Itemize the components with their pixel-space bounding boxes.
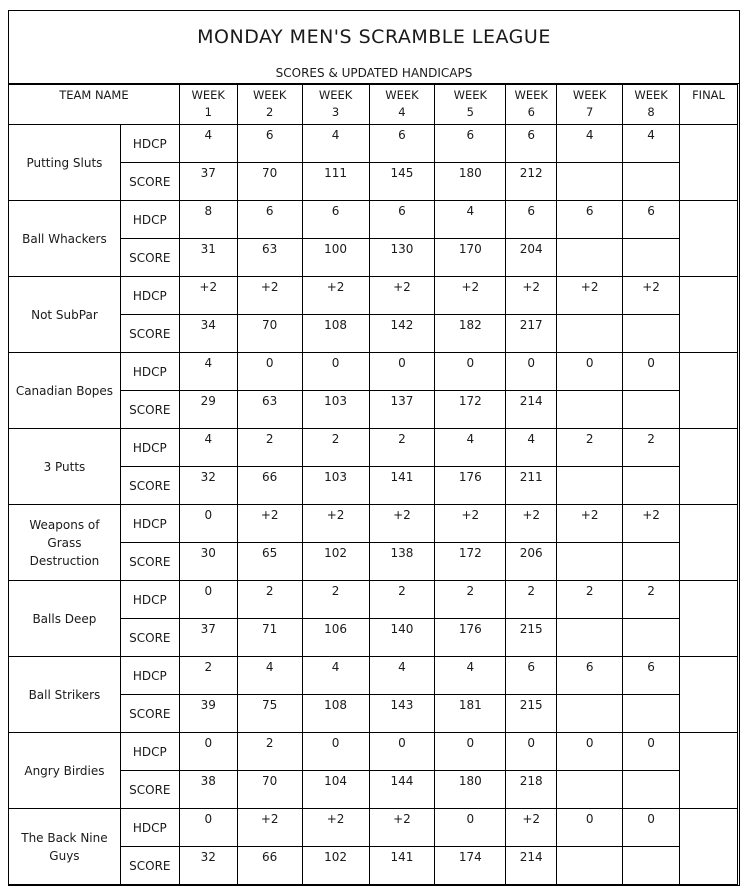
hdcp-week-2: +2 xyxy=(237,505,302,543)
score-week-8 xyxy=(623,847,680,885)
hdcp-week-4: +2 xyxy=(369,809,435,847)
team-rows xyxy=(9,125,738,885)
score-week-7 xyxy=(557,847,623,885)
header-row xyxy=(9,85,738,125)
score-week-5: 180 xyxy=(435,163,506,201)
table-row xyxy=(9,201,738,239)
hdcp-week-2: 2 xyxy=(237,429,302,467)
team-name: Canadian Bopes xyxy=(9,353,121,429)
score-week-5: 182 xyxy=(435,315,506,353)
score-week-8 xyxy=(623,543,680,581)
score-week-3: 102 xyxy=(302,847,369,885)
score-week-6: 217 xyxy=(506,315,557,353)
hdcp-week-8: 0 xyxy=(623,733,680,771)
hdcp-week-6: 6 xyxy=(506,657,557,695)
score-label: SCORE xyxy=(120,315,179,353)
score-week-2: 66 xyxy=(237,467,302,505)
hdcp-week-8: 6 xyxy=(623,201,680,239)
hdcp-week-8: 2 xyxy=(623,429,680,467)
hdcp-week-7: +2 xyxy=(557,505,623,543)
hdcp-week-6: +2 xyxy=(506,277,557,315)
score-week-2: 65 xyxy=(237,543,302,581)
final-cell xyxy=(680,809,738,885)
hdcp-week-3: 4 xyxy=(302,657,369,695)
team-name-header: TEAM NAME xyxy=(9,85,180,125)
score-week-5: 181 xyxy=(435,695,506,733)
hdcp-week-5: 4 xyxy=(435,429,506,467)
score-week-7 xyxy=(557,619,623,657)
hdcp-week-7: 0 xyxy=(557,809,623,847)
score-week-3: 102 xyxy=(302,543,369,581)
score-week-8 xyxy=(623,619,680,657)
score-label: SCORE xyxy=(120,619,179,657)
final-cell xyxy=(680,657,738,733)
score-week-6: 215 xyxy=(506,619,557,657)
score-week-7 xyxy=(557,239,623,277)
hdcp-week-1: 4 xyxy=(179,353,237,391)
hdcp-label: HDCP xyxy=(120,809,179,847)
score-week-2: 63 xyxy=(237,391,302,429)
week-1-header: WEEK 1 xyxy=(179,85,237,125)
score-week-8 xyxy=(623,771,680,809)
final-cell xyxy=(680,581,738,657)
final-header: FINAL xyxy=(680,85,738,125)
final-cell xyxy=(680,429,738,505)
score-week-8 xyxy=(623,315,680,353)
hdcp-week-2: 0 xyxy=(237,353,302,391)
score-week-7 xyxy=(557,315,623,353)
score-week-7 xyxy=(557,695,623,733)
score-week-4: 143 xyxy=(369,695,435,733)
table-row xyxy=(9,277,738,315)
score-week-6: 215 xyxy=(506,695,557,733)
hdcp-week-3: 0 xyxy=(302,733,369,771)
score-week-5: 176 xyxy=(435,467,506,505)
score-week-3: 104 xyxy=(302,771,369,809)
hdcp-week-1: 0 xyxy=(179,733,237,771)
score-week-7 xyxy=(557,771,623,809)
score-week-2: 70 xyxy=(237,315,302,353)
hdcp-week-6: 2 xyxy=(506,581,557,619)
hdcp-week-2: 2 xyxy=(237,581,302,619)
league-table xyxy=(8,84,738,885)
score-label: SCORE xyxy=(120,771,179,809)
score-week-3: 111 xyxy=(302,163,369,201)
hdcp-week-3: 6 xyxy=(302,201,369,239)
hdcp-label: HDCP xyxy=(120,505,179,543)
table-row xyxy=(9,581,738,619)
hdcp-week-8: 2 xyxy=(623,581,680,619)
table-row xyxy=(9,125,738,163)
score-week-2: 75 xyxy=(237,695,302,733)
score-week-3: 108 xyxy=(302,695,369,733)
week-6-header: WEEK 6 xyxy=(506,85,557,125)
score-week-2: 71 xyxy=(237,619,302,657)
team-name: Angry Birdies xyxy=(9,733,121,809)
score-week-5: 180 xyxy=(435,771,506,809)
team-name: Not SubPar xyxy=(9,277,121,353)
hdcp-week-1: 4 xyxy=(179,125,237,163)
hdcp-week-4: 6 xyxy=(369,125,435,163)
hdcp-week-3: +2 xyxy=(302,809,369,847)
week-8-header: WEEK 8 xyxy=(623,85,680,125)
score-week-8 xyxy=(623,239,680,277)
score-label: SCORE xyxy=(120,847,179,885)
hdcp-week-2: 2 xyxy=(237,733,302,771)
score-label: SCORE xyxy=(120,543,179,581)
hdcp-week-6: 6 xyxy=(506,125,557,163)
score-label: SCORE xyxy=(120,695,179,733)
score-week-5: 176 xyxy=(435,619,506,657)
score-week-8 xyxy=(623,163,680,201)
score-week-3: 106 xyxy=(302,619,369,657)
score-week-6: 214 xyxy=(506,847,557,885)
hdcp-week-3: 4 xyxy=(302,125,369,163)
hdcp-week-1: 8 xyxy=(179,201,237,239)
hdcp-label: HDCP xyxy=(120,125,179,163)
score-week-8 xyxy=(623,391,680,429)
table-row xyxy=(9,809,738,847)
hdcp-week-2: +2 xyxy=(237,277,302,315)
score-week-4: 140 xyxy=(369,619,435,657)
hdcp-week-6: 0 xyxy=(506,353,557,391)
hdcp-week-6: +2 xyxy=(506,809,557,847)
hdcp-week-1: 4 xyxy=(179,429,237,467)
score-week-3: 100 xyxy=(302,239,369,277)
hdcp-week-2: 6 xyxy=(237,201,302,239)
hdcp-week-6: +2 xyxy=(506,505,557,543)
score-week-6: 214 xyxy=(506,391,557,429)
hdcp-week-3: 2 xyxy=(302,429,369,467)
hdcp-label: HDCP xyxy=(120,429,179,467)
hdcp-week-4: 4 xyxy=(369,657,435,695)
hdcp-label: HDCP xyxy=(120,581,179,619)
hdcp-week-8: +2 xyxy=(623,277,680,315)
score-week-5: 170 xyxy=(435,239,506,277)
final-cell xyxy=(680,277,738,353)
hdcp-week-6: 4 xyxy=(506,429,557,467)
score-week-7 xyxy=(557,543,623,581)
score-week-1: 31 xyxy=(179,239,237,277)
hdcp-week-2: 6 xyxy=(237,125,302,163)
final-cell xyxy=(680,733,738,809)
final-cell xyxy=(680,125,738,201)
hdcp-week-8: 0 xyxy=(623,353,680,391)
hdcp-week-1: 0 xyxy=(179,505,237,543)
hdcp-week-5: 6 xyxy=(435,125,506,163)
hdcp-week-4: 2 xyxy=(369,429,435,467)
score-label: SCORE xyxy=(120,239,179,277)
scoresheet xyxy=(8,10,740,886)
hdcp-week-3: 2 xyxy=(302,581,369,619)
hdcp-week-3: 0 xyxy=(302,353,369,391)
hdcp-label: HDCP xyxy=(120,201,179,239)
page-title: MONDAY MEN'S SCRAMBLE LEAGUE xyxy=(197,26,551,48)
hdcp-week-5: 0 xyxy=(435,809,506,847)
hdcp-week-1: +2 xyxy=(179,277,237,315)
hdcp-week-7: 0 xyxy=(557,353,623,391)
hdcp-week-7: 4 xyxy=(557,125,623,163)
table-row xyxy=(9,353,738,391)
score-week-4: 141 xyxy=(369,847,435,885)
final-cell xyxy=(680,201,738,277)
hdcp-week-1: 0 xyxy=(179,581,237,619)
team-name: Weapons of Grass Destruction xyxy=(9,505,121,581)
hdcp-week-7: 6 xyxy=(557,657,623,695)
score-week-6: 206 xyxy=(506,543,557,581)
score-week-4: 130 xyxy=(369,239,435,277)
score-week-2: 70 xyxy=(237,771,302,809)
hdcp-week-4: 0 xyxy=(369,733,435,771)
hdcp-week-8: 6 xyxy=(623,657,680,695)
team-name: Ball Whackers xyxy=(9,201,121,277)
score-label: SCORE xyxy=(120,163,179,201)
hdcp-week-8: 4 xyxy=(623,125,680,163)
score-week-1: 32 xyxy=(179,467,237,505)
score-week-8 xyxy=(623,467,680,505)
score-week-6: 218 xyxy=(506,771,557,809)
hdcp-week-5: 0 xyxy=(435,353,506,391)
team-name: Balls Deep xyxy=(9,581,121,657)
hdcp-week-5: 2 xyxy=(435,581,506,619)
hdcp-week-1: 0 xyxy=(179,809,237,847)
score-week-3: 103 xyxy=(302,391,369,429)
hdcp-week-8: +2 xyxy=(623,505,680,543)
hdcp-label: HDCP xyxy=(120,733,179,771)
score-label: SCORE xyxy=(120,391,179,429)
score-week-4: 137 xyxy=(369,391,435,429)
hdcp-week-4: +2 xyxy=(369,505,435,543)
hdcp-week-7: 2 xyxy=(557,429,623,467)
hdcp-week-4: 2 xyxy=(369,581,435,619)
final-cell xyxy=(680,505,738,581)
hdcp-week-4: 6 xyxy=(369,201,435,239)
hdcp-week-6: 6 xyxy=(506,201,557,239)
hdcp-week-5: 4 xyxy=(435,657,506,695)
score-week-1: 37 xyxy=(179,163,237,201)
team-name: Putting Sluts xyxy=(9,125,121,201)
score-week-5: 174 xyxy=(435,847,506,885)
score-week-6: 212 xyxy=(506,163,557,201)
score-week-7 xyxy=(557,163,623,201)
week-5-header: WEEK 5 xyxy=(435,85,506,125)
hdcp-week-3: +2 xyxy=(302,277,369,315)
score-week-7 xyxy=(557,467,623,505)
hdcp-week-5: 4 xyxy=(435,201,506,239)
score-week-1: 30 xyxy=(179,543,237,581)
hdcp-week-5: 0 xyxy=(435,733,506,771)
table-row xyxy=(9,733,738,771)
hdcp-week-5: +2 xyxy=(435,277,506,315)
score-week-8 xyxy=(623,695,680,733)
score-week-4: 142 xyxy=(369,315,435,353)
table-row xyxy=(9,429,738,467)
hdcp-week-5: +2 xyxy=(435,505,506,543)
page-subtitle: SCORES & UPDATED HANDICAPS xyxy=(275,66,473,80)
score-week-2: 63 xyxy=(237,239,302,277)
hdcp-label: HDCP xyxy=(120,657,179,695)
score-week-1: 37 xyxy=(179,619,237,657)
week-3-header: WEEK 3 xyxy=(302,85,369,125)
week-7-header: WEEK 7 xyxy=(557,85,623,125)
score-week-1: 38 xyxy=(179,771,237,809)
score-week-1: 39 xyxy=(179,695,237,733)
hdcp-week-7: +2 xyxy=(557,277,623,315)
final-cell xyxy=(680,353,738,429)
score-week-3: 108 xyxy=(302,315,369,353)
score-week-5: 172 xyxy=(435,391,506,429)
score-week-1: 32 xyxy=(179,847,237,885)
hdcp-week-3: +2 xyxy=(302,505,369,543)
score-week-4: 138 xyxy=(369,543,435,581)
score-label: SCORE xyxy=(120,467,179,505)
hdcp-week-2: +2 xyxy=(237,809,302,847)
hdcp-week-7: 6 xyxy=(557,201,623,239)
score-week-6: 211 xyxy=(506,467,557,505)
score-week-4: 144 xyxy=(369,771,435,809)
hdcp-week-4: +2 xyxy=(369,277,435,315)
score-week-7 xyxy=(557,391,623,429)
score-week-4: 145 xyxy=(369,163,435,201)
table-row xyxy=(9,657,738,695)
score-week-3: 103 xyxy=(302,467,369,505)
score-week-5: 172 xyxy=(435,543,506,581)
team-name: Ball Strikers xyxy=(9,657,121,733)
score-week-6: 204 xyxy=(506,239,557,277)
hdcp-label: HDCP xyxy=(120,277,179,315)
hdcp-week-7: 0 xyxy=(557,733,623,771)
score-week-4: 141 xyxy=(369,467,435,505)
hdcp-week-2: 4 xyxy=(237,657,302,695)
hdcp-week-8: 0 xyxy=(623,809,680,847)
hdcp-week-4: 0 xyxy=(369,353,435,391)
week-2-header: WEEK 2 xyxy=(237,85,302,125)
score-week-1: 34 xyxy=(179,315,237,353)
score-week-2: 66 xyxy=(237,847,302,885)
team-name: 3 Putts xyxy=(9,429,121,505)
hdcp-week-6: 0 xyxy=(506,733,557,771)
team-name: The Back Nine Guys xyxy=(9,809,121,885)
hdcp-week-1: 2 xyxy=(179,657,237,695)
score-week-1: 29 xyxy=(179,391,237,429)
table-row xyxy=(9,505,738,543)
score-week-2: 70 xyxy=(237,163,302,201)
week-4-header: WEEK 4 xyxy=(369,85,435,125)
hdcp-label: HDCP xyxy=(120,353,179,391)
hdcp-week-7: 2 xyxy=(557,581,623,619)
